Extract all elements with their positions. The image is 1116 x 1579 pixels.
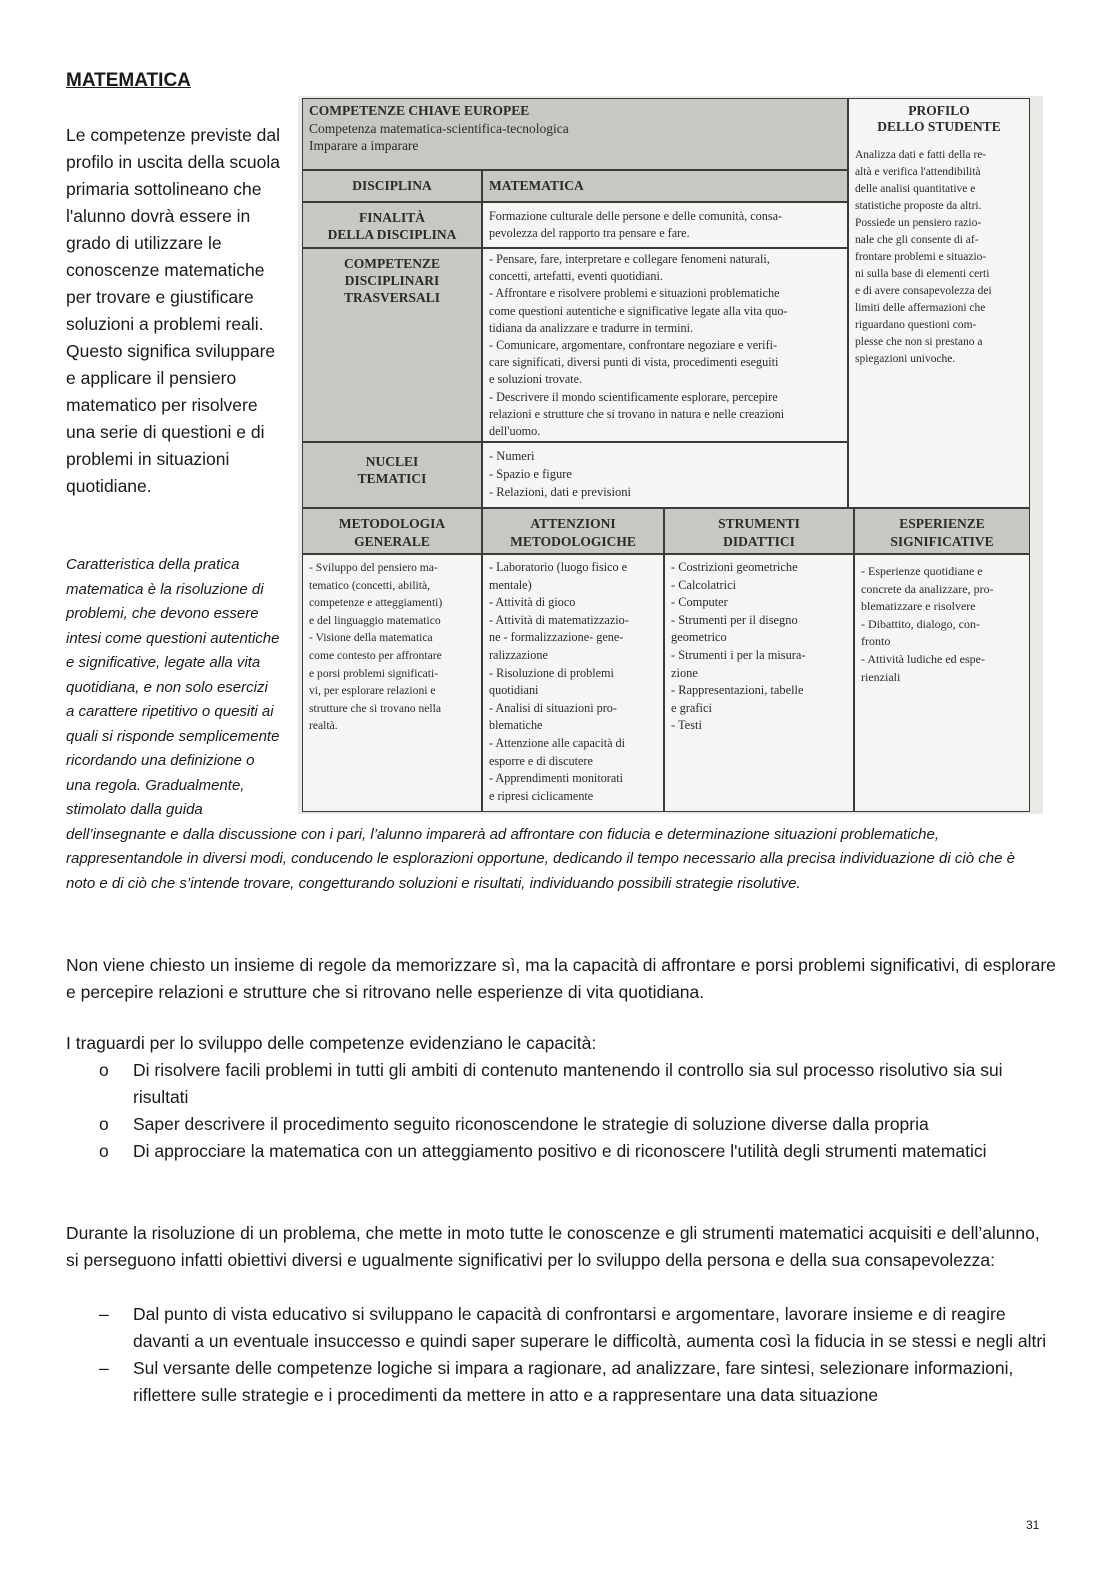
- profilo-line: Possiede un pensiero razio-: [855, 217, 982, 229]
- competenze-disc-line: concetti, artefatti, eventi quotidiani.: [489, 269, 663, 284]
- metodologia-line: tematico (concetti, abilità,: [309, 578, 431, 592]
- attenzioni-line: esporre e di discutere: [489, 753, 593, 768]
- finalita-value: [482, 202, 848, 248]
- finalita-label-1: FINALITÀ: [358, 210, 425, 225]
- attenzioni-line: - Attività di matematizzazio-: [489, 612, 629, 627]
- list-item-text: Dal punto di vista educativo si sviluppano le capacità di confrontarsi e argomentare, lavorare insieme e di reagire davanti a un eventuale insuccesso e quindi saper superare le difficoltà, aumenta così la fiducia in se stessi e negli altri: [133, 1304, 1047, 1351]
- bullet-dash: –: [99, 1358, 109, 1378]
- competenze-chiave-title: COMPETENZE CHIAVE EUROPEE: [309, 103, 530, 118]
- profilo-line: plesse che non si prestano a: [855, 336, 983, 348]
- metodologia-header-2: GENERALE: [354, 533, 430, 549]
- list-item-text: Saper descrivere il procedimento seguito riconoscendone le strategie di soluzione diverse dalla propria: [133, 1114, 929, 1134]
- nuclei-label-1: NUCLEI: [365, 454, 419, 469]
- profilo-line: statistiche proposte da altri.: [855, 200, 982, 212]
- esperienze-line: - Attività ludiche ed espe-: [861, 651, 985, 666]
- attenzioni-line: blematiche: [489, 718, 543, 733]
- profilo-line: e di avere consapevolezza dei: [855, 285, 992, 297]
- intro-paragraph: Le competenze previste dal profilo in uscita della scuola primaria sottolineano che l'alunno dovrà essere in grado di utilizzare le conoscenze matematiche per trovare e giustificare soluzioni a problemi reali. Questo significa sviluppare e applicare il pensiero matematico per risolvere una serie di questioni e di problemi in situazioni quotidiane.: [66, 125, 281, 496]
- competenze-disc-line: - Affrontare e risolvere problemi e situazioni problematiche: [489, 286, 780, 301]
- bullet-circle: o: [99, 1141, 109, 1161]
- attenzioni-line: e ripresi ciclicamente: [489, 788, 594, 803]
- esperienze-line: concrete da analizzare, pro-: [861, 581, 994, 596]
- obiettivi-list: [66, 1301, 1056, 1409]
- strumenti-line: e grafici: [671, 700, 712, 715]
- metodologia-line: e del linguaggio matematico: [309, 613, 441, 627]
- attenzioni-header-2: METODOLOGICHE: [510, 533, 636, 549]
- competenze-disciplinari-label: [302, 248, 482, 442]
- strumenti-header: [664, 508, 854, 554]
- italic-paragraph: [66, 553, 1048, 896]
- competenze-disc-line: care significati, diversi punti di vista, procedimenti eseguiti: [489, 355, 779, 370]
- profilo-line: nale che gli consente di af-: [855, 234, 979, 246]
- competenze-disc-line: - Comunicare, argomentare, confrontare negoziare e verifi-: [489, 338, 778, 353]
- profilo-line: Analizza dati e fatti della re-: [855, 149, 987, 161]
- competenze-disc-line: - Pensare, fare, interpretare e collegare fenomeni naturali,: [489, 252, 770, 266]
- attenzioni-line: - Analisi di situazioni pro-: [489, 700, 617, 715]
- esperienze-line: blematizzare e risolvere: [861, 599, 976, 614]
- page-title: MATEMATICA: [66, 70, 191, 91]
- strumenti-line: - Costrizioni geometriche: [671, 560, 798, 574]
- disciplina-label: DISCIPLINA: [302, 170, 482, 202]
- strumenti-line: zione: [671, 665, 698, 680]
- italic-paragraph-text: Caratteristica della pratica matematica è la risoluzione di problemi, che devono essere intesi come questioni autentiche e significative, legate alla vita quotidiana, e non solo esercizi a carattere ripetitivo o quesiti ai quali si risponde semplicemente ricordando una definizione o una regola. Gradualmente, stimolato dalla guida dell’insegnante e dalla discussione con i pari, l’alunno imparerà ad affrontare con fiducia e determinazione situazioni problematiche, rappresentandole in diversi modi, conducendo le esplorazioni opportune, dedicando il tempo necessario alla precisa individuazione di ciò che è noto e di ciò che s’intende trovare, congetturando soluzioni e risultati, individuando possibili strategie risolutive.: [66, 556, 1015, 892]
- profilo-line: limiti delle affermazioni che: [855, 302, 986, 314]
- attenzioni-line: mentale): [489, 577, 532, 592]
- metodologia-line: vi, per esplorare relazioni e: [309, 684, 436, 698]
- list-item-text: Di approcciare la matematica con un atteggiamento positivo e di riconoscere l'utilità degli strumenti matematici: [133, 1141, 987, 1161]
- competenze-disc-line: relazioni e strutture che si trovano in natura e nelle creazioni: [489, 406, 785, 421]
- strumenti-line: - Rappresentazioni, tabelle: [671, 683, 804, 698]
- attenzioni-line: - Attività di gioco: [489, 595, 576, 610]
- competenze-disc-label-2: DISCIPLINARI: [344, 273, 440, 288]
- paragraph-traguardi: I traguardi per lo sviluppo delle competenze evidenziano le capacità:: [66, 1033, 597, 1053]
- competenze-disc-line: e soluzioni trovate.: [489, 372, 583, 387]
- page-number: 31: [1026, 1518, 1040, 1532]
- esperienze-header-1: ESPERIENZE: [899, 516, 985, 531]
- strumenti-line: - Strumenti per il disegno: [671, 612, 798, 627]
- strumenti-line: - Testi: [671, 718, 702, 733]
- list-item: [66, 1057, 1056, 1111]
- finalita-label: [302, 202, 482, 248]
- profilo-title-1: PROFILO: [908, 103, 970, 118]
- disciplina-value: MATEMATICA: [482, 170, 848, 202]
- profilo-line: ni sulla base di elementi certi: [855, 268, 990, 280]
- metodologia-line: come contesto per affrontare: [309, 648, 442, 662]
- nuclei-label-2: TEMATICI: [357, 471, 427, 486]
- attenzioni-line: - Risoluzione di problemi: [489, 665, 614, 680]
- metodologia-header: [302, 508, 482, 554]
- strumenti-line: - Computer: [671, 595, 728, 610]
- bullet-circle: o: [99, 1060, 109, 1080]
- competenze-disc-line: tidiana da analizzare e tradurre in termini.: [489, 320, 694, 335]
- nuclei-tematici-label: [302, 442, 482, 508]
- list-item-text: Di risolvere facili problemi in tutti gli ambiti di contenuto mantenendo il controllo sia sul processo risolutivo sia sui risultati: [133, 1060, 1003, 1107]
- competenze-disc-label-1: COMPETENZE: [343, 256, 440, 271]
- metodologia-line: - Visione della matematica: [309, 631, 433, 645]
- competenze-chiave-line-1: Competenza matematica-scientifica-tecnologica: [309, 120, 569, 136]
- metodologia-line: e porsi problemi significati-: [309, 666, 439, 680]
- attenzioni-line: - Apprendimenti monitorati: [489, 771, 624, 786]
- attenzioni-line: quotidiani: [489, 683, 539, 698]
- attenzioni-line: - Laboratorio (luogo fisico e: [489, 560, 628, 574]
- attenzioni-line: - Attenzione alle capacità di: [489, 735, 626, 750]
- esperienze-line: rienziali: [861, 669, 901, 684]
- list-item-text: Sul versante delle competenze logiche si impara a ragionare, ad analizzare, fare sintesi, selezionare informazioni, riflettere sulle strategie e i procedimenti da mettere in atto e a rappresentare una data situazione: [133, 1358, 1014, 1405]
- strumenti-line: - Calcolatrici: [671, 577, 737, 592]
- metodologia-line: competenze e atteggiamenti): [309, 596, 443, 610]
- finalita-line: pevolezza del rapporto tra pensare e fare.: [489, 226, 690, 240]
- attenzioni-line: ralizzazione: [489, 647, 548, 662]
- competenze-chiave-cell: [302, 98, 848, 170]
- esperienze-line: fronto: [861, 634, 891, 649]
- metodologia-line: - Sviluppo del pensiero ma-: [309, 561, 438, 574]
- competenze-disc-label-3: TRASVERSALI: [343, 290, 441, 305]
- competenze-disc-line: dell'uomo.: [489, 424, 541, 439]
- profilo-line: altà e verifica l'attendibilità: [855, 166, 981, 178]
- bullet-dash: –: [99, 1304, 109, 1324]
- nuclei-tematici-value: [482, 442, 848, 508]
- nuclei-line: - Spazio e figure: [489, 467, 572, 481]
- strumenti-line: - Strumenti i per la misura-: [671, 647, 806, 662]
- competenze-disciplinari-value: [482, 248, 848, 442]
- finalita-label-2: DELLA DISCIPLINA: [327, 227, 457, 242]
- strumenti-line: geometrico: [671, 630, 727, 645]
- float-spacer: [280, 553, 1048, 815]
- list-item: [66, 1111, 1056, 1138]
- profilo-line: spiegazioni univoche.: [855, 353, 956, 365]
- nuclei-line: - Numeri: [489, 449, 535, 463]
- profilo-line: frontare problemi e situazio-: [855, 251, 987, 263]
- profilo-studente-cell: [848, 98, 1030, 508]
- bullet-circle: o: [99, 1114, 109, 1134]
- competenze-disc-line: come questioni autentiche e significative legate alla vita quo-: [489, 303, 788, 318]
- finalita-line: Formazione culturale delle persone e delle comunità, consa-: [489, 209, 783, 223]
- esperienze-line: - Esperienze quotidiane e: [861, 564, 983, 578]
- attenzioni-line: ne - formalizzazione- gene-: [489, 630, 624, 645]
- profilo-title-2: DELLO STUDENTE: [877, 119, 1001, 134]
- competenze-disc-line: - Descrivere il mondo scientificamente esplorare, percepire: [489, 389, 778, 404]
- list-item: [66, 1138, 1056, 1165]
- metodologia-header-1: METODOLOGIA: [338, 516, 446, 531]
- list-item: [66, 1355, 1056, 1409]
- attenzioni-header: [482, 508, 664, 554]
- esperienze-header: [854, 508, 1030, 554]
- metodologia-line: realtà.: [309, 719, 338, 733]
- metodologia-line: strutture che si trovano nella: [309, 701, 441, 715]
- traguardi-list: [66, 1057, 1056, 1165]
- strumenti-header-2: DIDATTICI: [723, 533, 795, 549]
- profilo-line: riguardano questioni com-: [855, 319, 977, 331]
- strumenti-header-1: STRUMENTI: [718, 516, 800, 531]
- list-item: [66, 1301, 1056, 1355]
- attenzioni-header-1: ATTENZIONI: [530, 516, 616, 531]
- paragraph-risoluzione: Durante la risoluzione di un problema, che mette in moto tutte le conoscenze e gli strumenti matematici acquisiti e dell’alunno, si perseguono infatti obiettivi diversi e ugualmente significativi per lo sviluppo della persona e della sua consapevolezza:: [66, 1223, 1040, 1270]
- paragraph-regole: Non viene chiesto un insieme di regole da memorizzare sì, ma la capacità di affrontare e porsi problemi significativi, di esplorare e percepire relazioni e strutture che si ritrovano nelle esperienze di vita quotidiana.: [66, 955, 1056, 1002]
- nuclei-line: - Relazioni, dati e previsioni: [489, 485, 631, 499]
- esperienze-header-2: SIGNIFICATIVE: [890, 533, 994, 549]
- esperienze-line: - Dibattito, dialogo, con-: [861, 616, 980, 631]
- profilo-line: delle analisi quantitative e: [855, 183, 976, 195]
- competenze-chiave-line-2: Imparare a imparare: [309, 138, 419, 153]
